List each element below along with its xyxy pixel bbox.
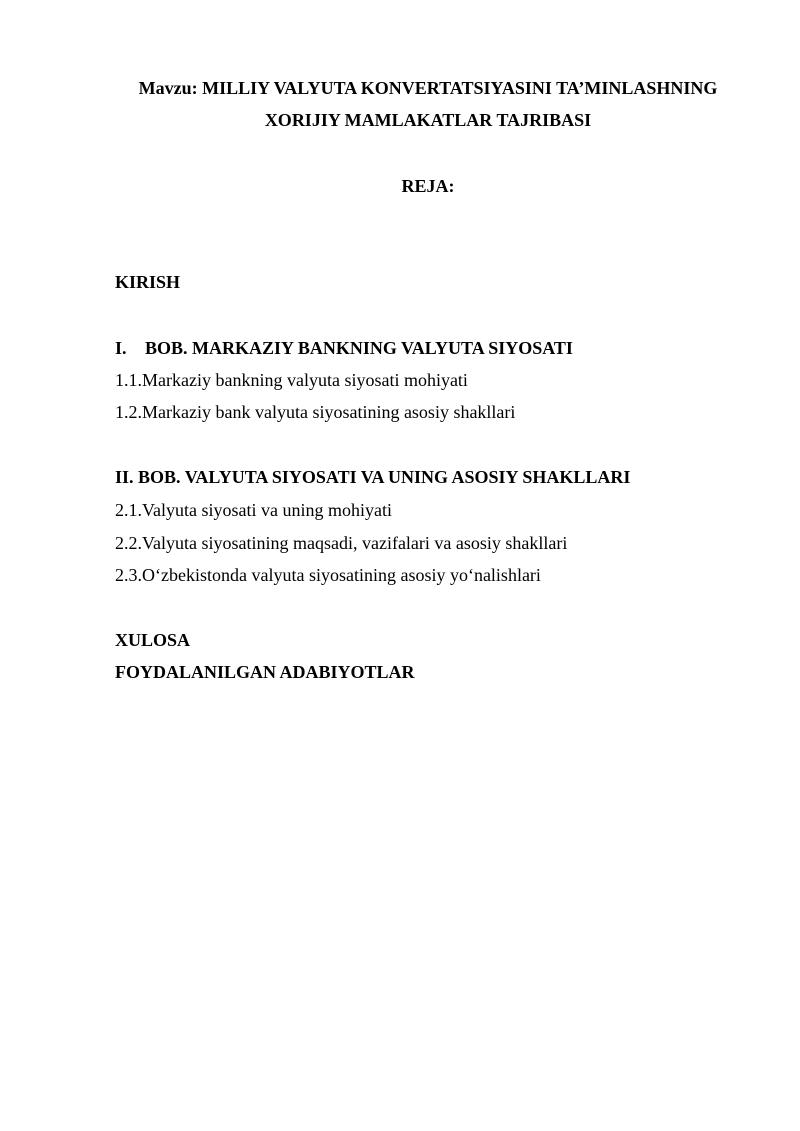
conclusion-heading: XULOSA bbox=[115, 630, 191, 650]
title-line-2: XORIJIY MAMLAKATLAR TAJRIBASI bbox=[264, 110, 592, 130]
section-2-3: 2.3.O‘zbekistonda valyuta siyosatining asosiy yo‘nalishlari bbox=[115, 565, 541, 585]
chapter-2-heading: II. BOB. VALYUTA SIYOSATI VA UNING ASOSIY SHAKLLARI bbox=[115, 467, 631, 487]
section-2-1: 2.1.Valyuta siyosati va uning mohiyati bbox=[115, 500, 392, 520]
chapter-1-title: BOB. MARKAZIY BANKNING VALYUTA SIYOSATI bbox=[145, 338, 573, 358]
intro-heading: KIRISH bbox=[115, 272, 181, 292]
chapter-1-heading bbox=[115, 337, 573, 359]
title-line-1: Mavzu: MILLIY VALYUTA KONVERTATSIYASINI TA’MINLASHNING bbox=[138, 78, 718, 98]
plan-heading: REJA: bbox=[401, 176, 455, 196]
chapter-1-number: I. bbox=[115, 338, 127, 358]
references-heading: FOYDALANILGAN ADABIYOTLAR bbox=[115, 662, 415, 682]
section-2-2: 2.2.Valyuta siyosatining maqsadi, vazifalari va asosiy shakllari bbox=[115, 533, 568, 553]
section-1-1: 1.1.Markaziy bankning valyuta siyosati mohiyati bbox=[115, 370, 468, 390]
section-1-2: 1.2.Markaziy bank valyuta siyosatining asosiy shakllari bbox=[115, 402, 516, 422]
